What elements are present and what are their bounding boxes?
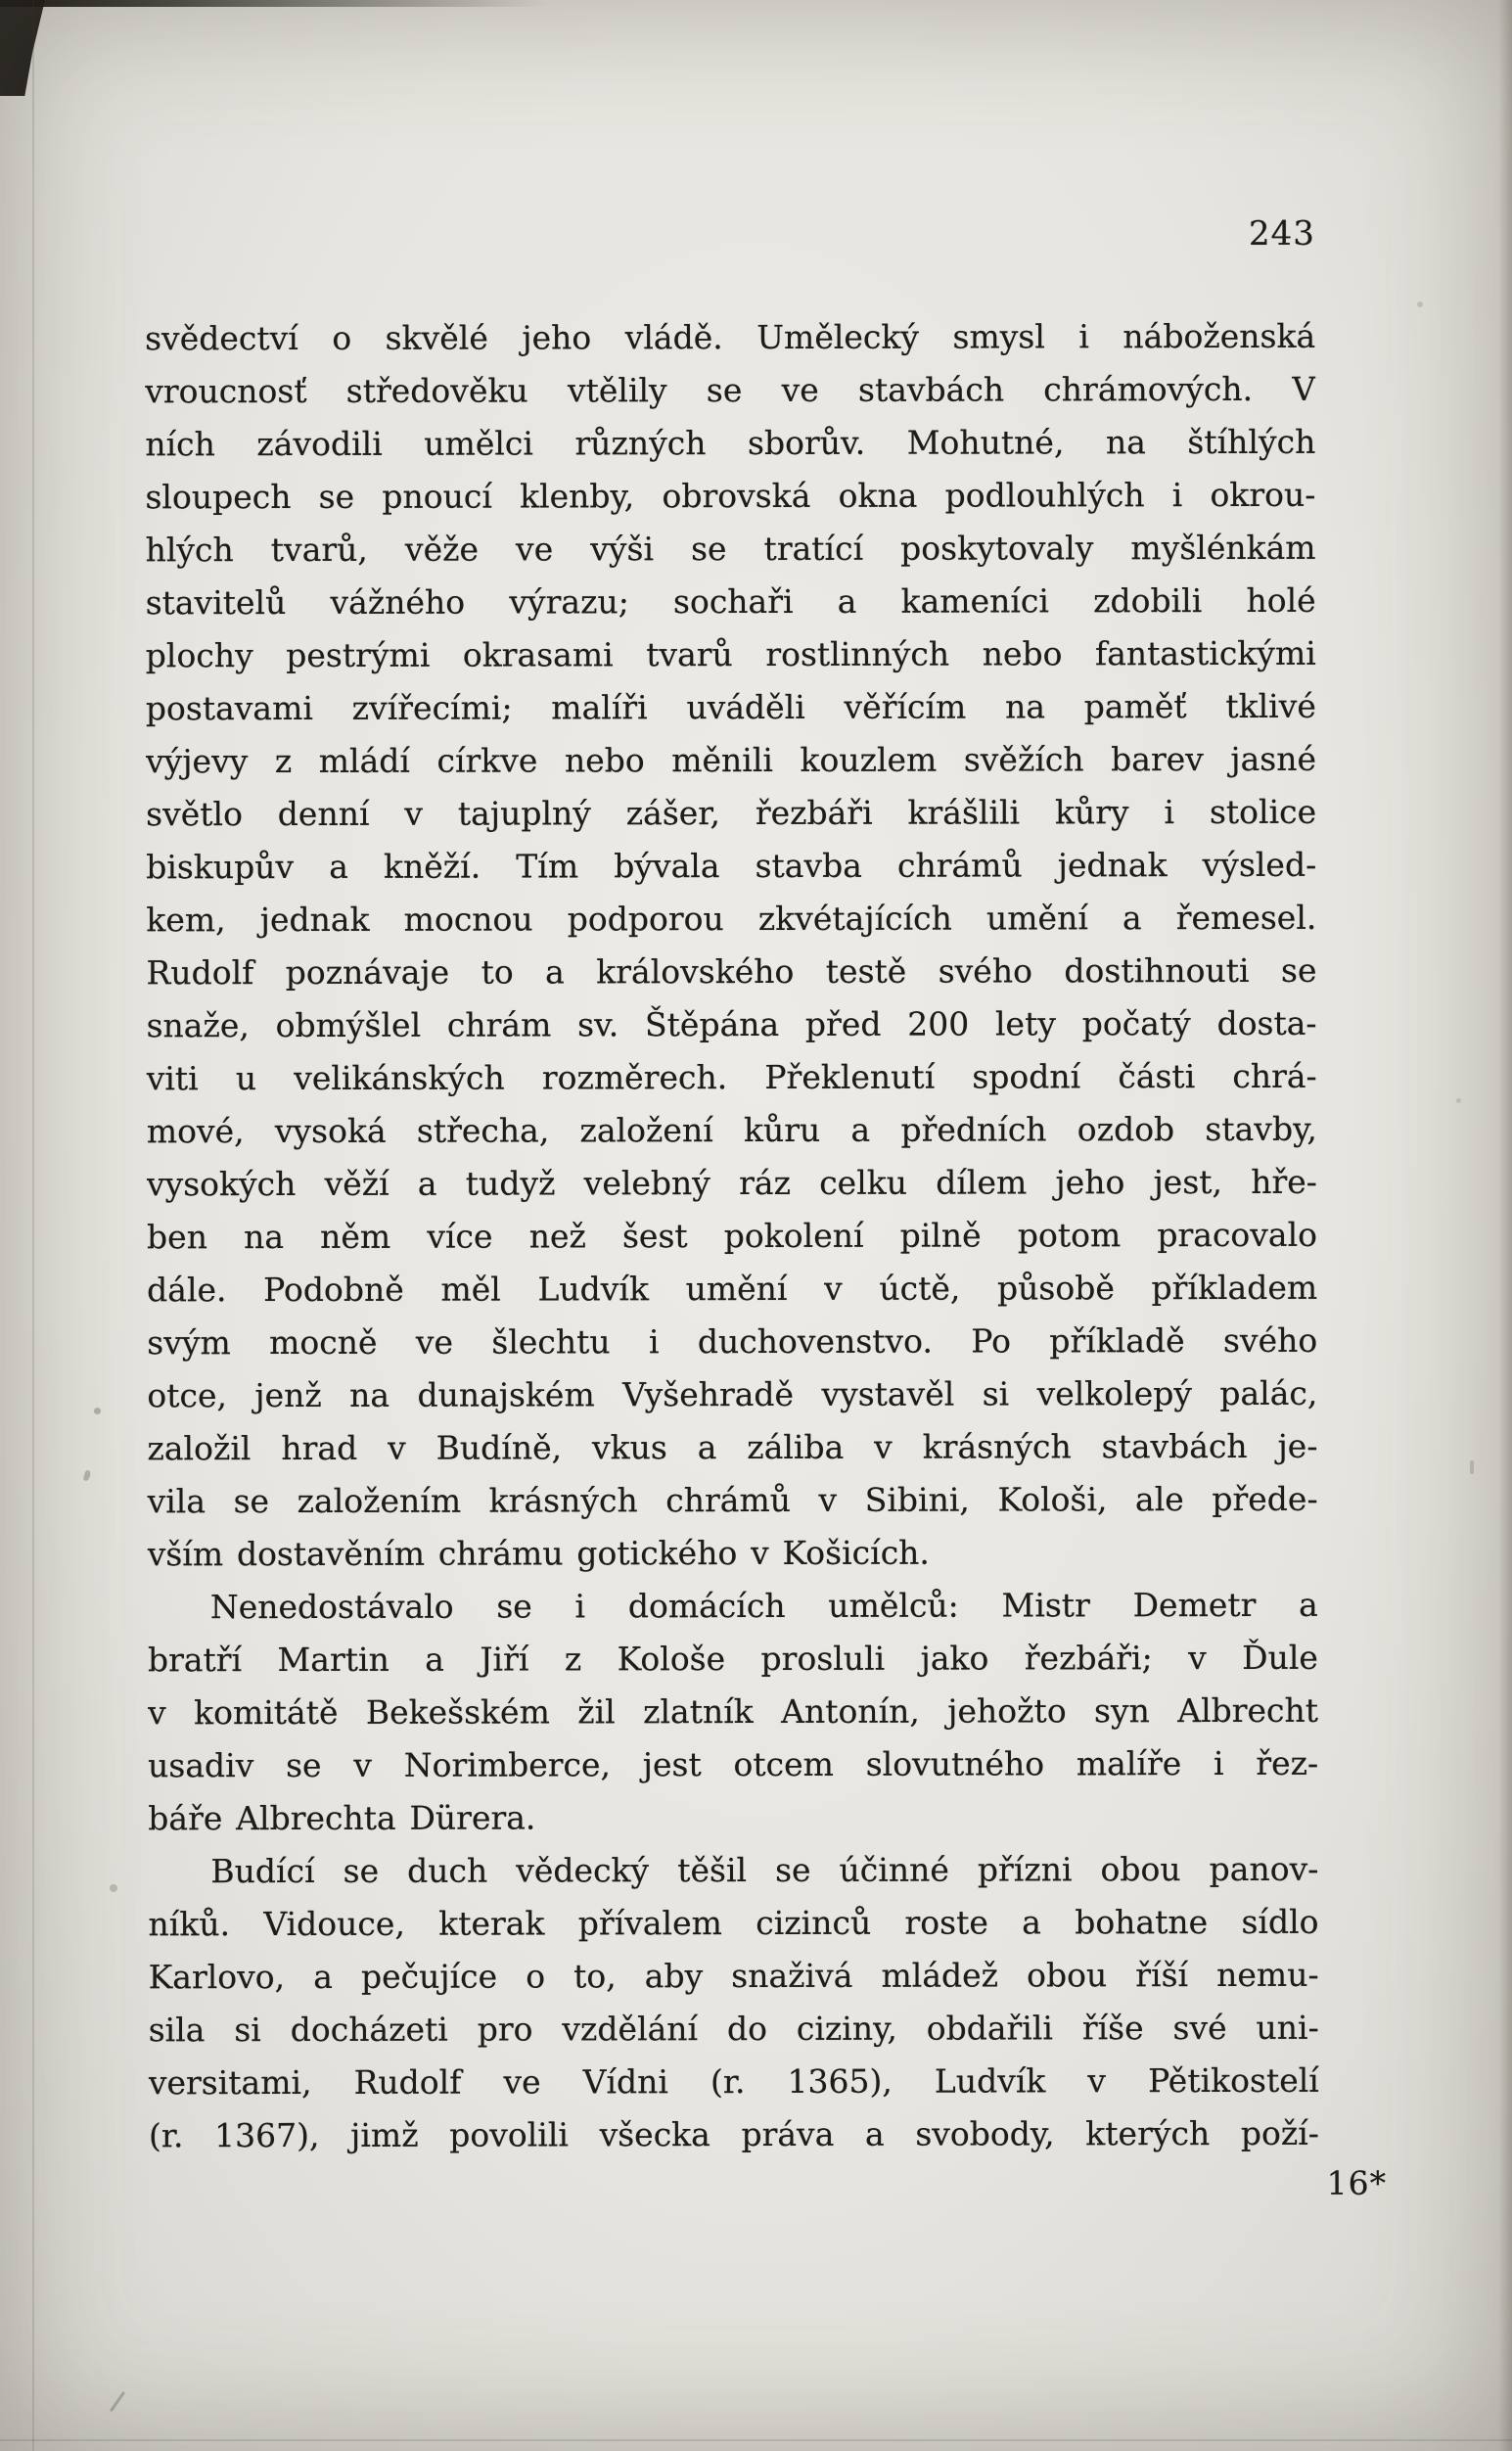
- text-line: Karlovo, a pečujíce o to, aby snaživá mládež obou říší nemu-: [148, 1955, 1319, 1997]
- text-line: biskupův a kněží. Tím bývala stavba chrámů jednak výsled-: [146, 845, 1317, 887]
- text-line: vysokých věží a tudyž velebný ráz celku dílem jeho jest, hře-: [146, 1162, 1317, 1204]
- signature-mark: 16*: [1326, 2163, 1388, 2202]
- text-line: v komitátě Bekešském žil zlatník Antonín, jehožto syn Albrecht: [148, 1690, 1319, 1733]
- text-line: vroucnosť středověku vtělily se ve stavbách chrámových. V: [145, 369, 1316, 411]
- text-line: světlo denní v tajuplný zášer, řezbáři krášlili kůry i stolice: [146, 792, 1317, 834]
- paragraph-3: [148, 1843, 1319, 2163]
- text-line: vším dostavěním chrámu gotického v Košicích.: [147, 1533, 930, 1574]
- text-line: postavami zvířecími; malíři uváděli věřícím na paměť tklivé: [145, 686, 1316, 728]
- text-line: bratří Martin a Jiří z Kološe prosluli jako řezbáři; v Ďule: [147, 1638, 1318, 1680]
- text-line: založil hrad v Budíně, vkus a záliba v krásných stavbách je-: [147, 1426, 1318, 1468]
- text-line: dále. Podobně měl Ludvík umění v úctě, působě příkladem: [147, 1268, 1318, 1310]
- paragraph-2: [148, 1579, 1319, 1846]
- text-line: snaže, obmýšlel chrám sv. Štěpána před 200 lety počatý dosta-: [146, 1003, 1317, 1045]
- text-line: ních závodili umělci různých sborův. Mohutné, na štíhlých: [145, 422, 1316, 464]
- text-line: ben na něm více než šest pokolení pilně potom pracovalo: [146, 1215, 1318, 1257]
- text-line: mové, vysoká střecha, založení kůru a předních ozdob stavby,: [146, 1109, 1317, 1151]
- text-line: usadiv se v Norimberce, jest otcem slovutného malíře i řez-: [148, 1743, 1319, 1785]
- text-line: hlých tvarů, věže ve výši se tratící poskytovaly myšlénkám: [145, 528, 1316, 570]
- text-line: vila se založením krásných chrámů v Sibini, Kološi, ale přede-: [147, 1479, 1318, 1521]
- text-line: (r. 1367), jimž povolili všecka práva a svobody, kterých poží-: [148, 2113, 1319, 2155]
- text-line: báře Albrechta Dürera.: [148, 1798, 536, 1838]
- text-line: otce, jenž na dunajském Vyšehradě vystavěl si velkolepý palác,: [147, 1373, 1318, 1415]
- text-line: svědectví o skvělé jeho vládě. Umělecký smysl i náboženská: [145, 316, 1316, 358]
- text-line: níků. Vidouce, kterak přívalem cizinců roste a bohatne sídlo: [148, 1902, 1319, 1944]
- text-line: versitami, Rudolf ve Vídni (r. 1365), Ludvík v Pětikostelí: [148, 2060, 1319, 2103]
- text-line: Budící se duch vědecký těšil se účinné přízni obou panov-: [210, 1849, 1319, 1891]
- text-block: [145, 310, 1319, 2163]
- text-line: sila si docházeti pro vzdělání do ciziny, obdařili říše své uni-: [148, 2008, 1319, 2050]
- page-number: 243: [1248, 213, 1315, 254]
- paragraph-1: [145, 310, 1318, 1582]
- text-line: sloupech se pnoucí klenby, obrovská okna podlouhlých i okrou-: [145, 475, 1316, 517]
- text-line: stavitelů vážného výrazu; sochaři a kameníci zdobili holé: [145, 580, 1316, 623]
- text-line: kem, jednak mocnou podporou zkvétajících umění a řemesel.: [146, 898, 1317, 940]
- text-line: Rudolf poznávaje to a královského testě svého dostihnouti se: [146, 950, 1317, 993]
- text-line: svým mocně ve šlechtu i duchovenstvo. Po příkladě svého: [147, 1320, 1318, 1363]
- text-line: plochy pestrými okrasami tvarů rostlinných nebo fantastickými: [145, 633, 1316, 675]
- text-line: viti u velikánských rozměrech. Překlenutí spodní části chrá-: [146, 1056, 1317, 1098]
- text-line: Nenedostávalo se i domácích umělců: Mistr Demetr a: [209, 1585, 1318, 1627]
- text-line: výjevy z mládí církve nebo měnili kouzlem svěžích barev jasné: [145, 739, 1317, 781]
